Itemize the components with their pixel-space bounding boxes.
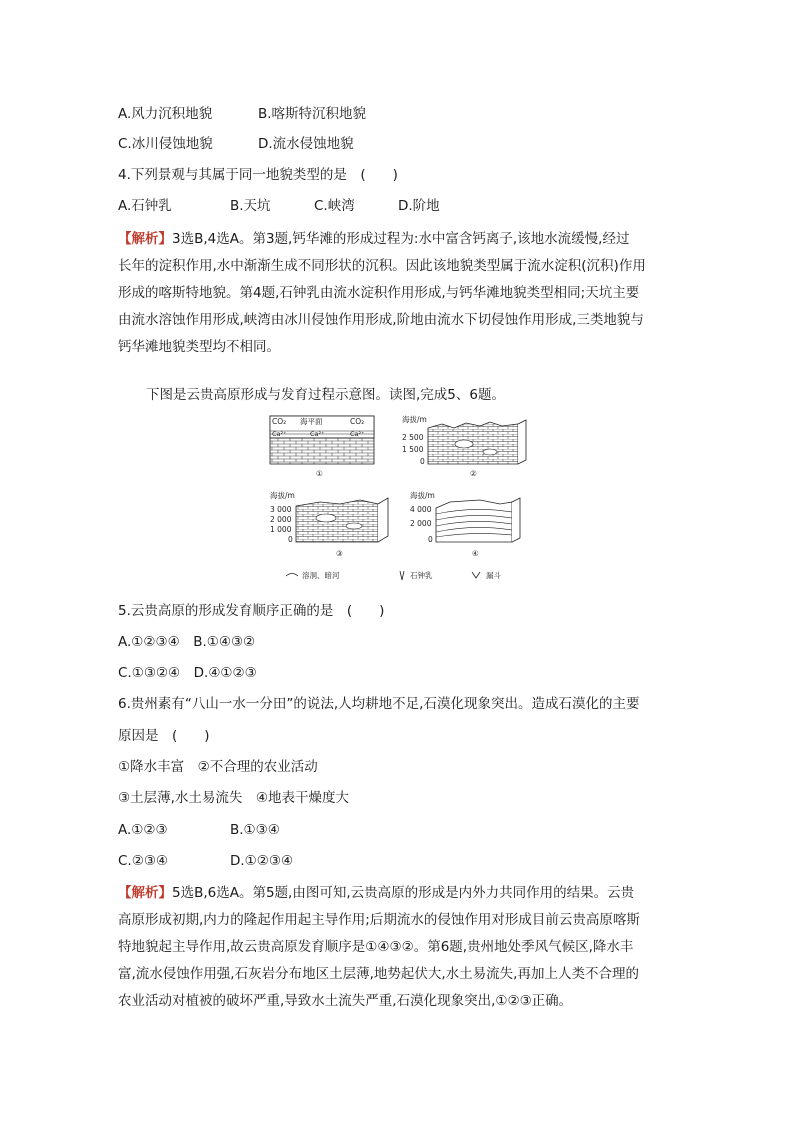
q4-options	[118, 196, 440, 216]
q5-options-row2: C.①③②④ D.④①②③	[118, 665, 257, 681]
analysis-line: 特地貌起主导作用,故云贵高原发育顺序是①④③②。第6题,贵州地处季风气候区,降水丰	[118, 939, 634, 955]
panel-3-tick: 1 000	[270, 525, 292, 534]
ca-ion-1: Ca²⁺	[272, 430, 287, 438]
q6-stem-line2: 原因是 ( )	[118, 728, 210, 744]
q3-options-row2	[118, 134, 354, 154]
q6-option-d: D.①②③④	[230, 853, 294, 869]
analysis-line	[118, 226, 678, 253]
q6-item-row1: ①降水丰富 ②不合理的农业活动	[118, 759, 318, 775]
panel-1-label: ①	[316, 469, 323, 478]
panel-2-tick: 0	[420, 457, 425, 466]
panel-2-label: ②	[470, 469, 477, 478]
q4-option-c: C.峡湾	[314, 198, 355, 214]
panel-4-tick: 2 000	[410, 519, 432, 528]
analysis-tag: 【解析】	[118, 885, 172, 901]
legend-stalactite: 石钟乳	[410, 571, 433, 580]
panel-2-axis: 海拔/m	[402, 415, 427, 424]
q4-option-b: B.天坑	[230, 198, 271, 214]
q4-stem: 4.下列景观与其属于同一地貌类型的是 ( )	[118, 167, 398, 183]
panel-4-tick: 0	[428, 535, 433, 544]
q6-options-row1	[118, 820, 280, 840]
panel-2	[402, 414, 526, 478]
q5-options-row1: A.①②③④ B.①④③②	[118, 634, 256, 650]
panel-3-tick: 2 000	[270, 515, 292, 524]
analysis-line: 由流水溶蚀作用形成,峡湾由冰川侵蚀作用形成,阶地由流水下切侵蚀作用形成,三类地貌与	[118, 312, 644, 328]
panel-4-axis: 海拔/m	[410, 491, 435, 500]
cave-symbol-icon	[286, 574, 298, 577]
figure-intro: 下图是云贵高原形成与发育过程示意图。读图,完成5、6题。	[146, 387, 505, 403]
q4-option-a: A.石钟乳	[118, 198, 172, 214]
panel-2-tick: 1 500	[402, 445, 424, 454]
panel-3	[270, 490, 388, 558]
legend-cave: 溶洞、暗河	[302, 571, 340, 580]
sea-level-label: 海平面	[300, 417, 323, 426]
analysis-5-6	[118, 880, 678, 1015]
q3-option-a: A.风力沉积地貌	[118, 106, 213, 122]
analysis-line	[118, 880, 678, 907]
q6-option-b: B.①③④	[230, 822, 280, 838]
stalactite-symbol-icon	[400, 571, 404, 580]
analysis-3-4	[118, 226, 678, 361]
q6-item-row2: ③土层薄,水土易流失 ④地表干燥度大	[118, 790, 349, 806]
analysis-text: 3选B,4选A。第3题,钙华滩的形成过程为:水中富含钙离子,该地水流缓慢,经过	[172, 231, 630, 247]
panel-2-tick: 2 500	[402, 433, 424, 442]
q5-stem: 5.云贵高原的形成发育顺序正确的是 ( )	[118, 603, 385, 619]
q6-option-a: A.①②③	[118, 822, 168, 838]
panel-4	[410, 490, 520, 558]
panel-4-label: ④	[472, 549, 479, 558]
q6-stem-line1: 6.贵州素有“八山一水一分田”的说法,人均耕地不足,石漠化现象突出。造成石漠化的主要	[118, 696, 640, 712]
co2-right: CO₂	[350, 417, 365, 426]
panel-3-axis: 海拔/m	[270, 491, 295, 500]
plateau-formation-figure	[250, 414, 550, 586]
analysis-line: 形成的喀斯特地貌。第4题,石钟乳由流水淀积作用形成,与钙华滩地貌类型相同;天坑主要	[118, 285, 640, 301]
analysis-line: 高原形成初期,内力的隆起作用起主导作用;后期流水的侵蚀作用对形成目前云贵高原喀斯	[118, 912, 640, 928]
legend-funnel: 漏斗	[486, 571, 501, 580]
panel-3-tick: 0	[288, 535, 293, 544]
panel-4-tick: 4 000	[410, 505, 432, 514]
funnel-symbol-icon	[472, 572, 480, 578]
q3-option-c: C.冰川侵蚀地貌	[118, 136, 213, 152]
analysis-line: 长年的淀积作用,水中渐渐生成不同形状的沉积。因此该地貌类型属于流水淀积(沉积)作用	[118, 258, 646, 274]
analysis-line: 钙华滩地貌类型均不相同。	[118, 339, 280, 355]
q6-options-row2	[118, 851, 293, 871]
q3-option-b: B.喀斯特沉积地貌	[258, 106, 367, 122]
q6-option-c: C.②③④	[118, 853, 169, 869]
q4-option-d: D.阶地	[398, 198, 440, 214]
panel-3-tick: 3 000	[270, 505, 292, 514]
analysis-line: 富,流水侵蚀作用强,石灰岩分布地区土层薄,地势起伏大,水土易流失,再加上人类不合理的	[118, 966, 639, 982]
q3-option-d: D.流水侵蚀地貌	[258, 136, 354, 152]
ca-ion-2: Ca²⁺	[310, 430, 325, 438]
panel-3-label: ③	[336, 549, 343, 558]
ca-ion-3: Ca²⁺	[350, 430, 365, 438]
analysis-line: 农业活动对植被的破坏严重,导致水土流失严重,石漠化现象突出,①②③正确。	[118, 993, 573, 1009]
figure-legend	[286, 570, 501, 580]
co2-left: CO₂	[272, 417, 287, 426]
analysis-tag: 【解析】	[118, 231, 172, 247]
panel-1	[270, 416, 374, 478]
analysis-text: 5选B,6选A。第5题,由图可知,云贵高原的形成是内外力共同作用的结果。云贵	[172, 885, 635, 901]
q3-options-row1	[118, 104, 366, 124]
